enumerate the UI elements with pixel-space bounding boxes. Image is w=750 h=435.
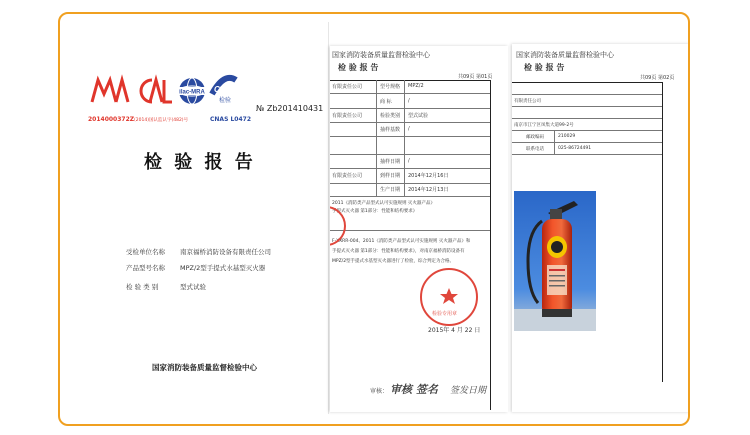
conclusion-line: F-XXRR-004、2011《消防类产品型式认可实施规则 灭火器产品》和 xyxy=(332,239,471,244)
page-title: 检 验 报 告 xyxy=(338,63,379,72)
table-cell: 有限责任公司 xyxy=(332,84,363,90)
cnas-code: CNAS L0472 xyxy=(210,116,252,123)
seal-text: 检验专用章 xyxy=(432,311,458,317)
table-cell: 有限责任公司 xyxy=(332,173,363,179)
field-value: 型式试验 xyxy=(180,283,206,291)
field-label: 产品型号名称 xyxy=(126,264,165,272)
table-cell: 联系电话 xyxy=(526,147,544,152)
image-frame xyxy=(58,12,690,426)
table-cell: 南京市江宁区凤集大道99-2号 xyxy=(514,123,574,128)
certification-logos xyxy=(90,72,240,112)
svg-text:CNAS: CNAS xyxy=(214,85,237,94)
page-number: 共09页 第02页 xyxy=(640,75,675,81)
approver-stamp: 签发日期 xyxy=(450,386,487,396)
table-cell: 抽样基数 xyxy=(380,127,401,133)
basis-line: 2011《消防类产品型式认可实施规则 灭火器产品》 xyxy=(332,201,435,206)
report-page-two xyxy=(512,44,690,412)
page-org-header: 国家消防装备质量监督检验中心 xyxy=(332,51,430,59)
fire-extinguisher-photo xyxy=(514,191,596,331)
field-value: 南京福桥消防设备有限责任公司 xyxy=(180,248,271,256)
cma-code: 2014000372Z xyxy=(88,116,135,123)
table-cell: 生产日期 xyxy=(380,187,401,193)
issuing-organization: 国家消防装备质量监督检验中心 xyxy=(152,363,257,372)
svg-text:ilac-MRA: ilac-MRA xyxy=(179,89,205,96)
table-cell: 有限责任公司 xyxy=(332,113,363,119)
basis-line: 手提式灭火器 第1部分：性能和结构要求》 xyxy=(332,209,418,214)
sign-date: 2015年 4 月 22 日 xyxy=(428,327,481,334)
review-label: 审核： xyxy=(370,388,389,395)
table-cell: 型号规格 xyxy=(380,84,401,90)
page-org-header: 国家消防装备质量监督检验中心 xyxy=(516,51,614,59)
ilac-mra-logo xyxy=(179,78,206,104)
inspection-seal xyxy=(420,268,478,326)
field-label: 检 验 类 别 xyxy=(126,283,159,291)
report-page-one xyxy=(330,46,508,412)
table-cell: 2014年12月16日 xyxy=(408,173,449,179)
report-number: № Zb201410431 xyxy=(256,104,324,113)
table-cell: 210029 xyxy=(558,134,576,139)
table-cell: 025-86724491 xyxy=(558,146,592,151)
cal-logo xyxy=(141,80,172,102)
table-cell: MPZ/2 xyxy=(408,83,424,89)
page-title: 检 验 报 告 xyxy=(524,63,565,72)
table-cell: 检验类别 xyxy=(380,113,401,119)
table-cell: 2014年12月13日 xyxy=(408,187,449,193)
page-number: 共09页 第01页 xyxy=(458,74,493,80)
table-cell: 型式试验 xyxy=(408,113,429,119)
table-cell: 商 标 xyxy=(380,99,392,105)
table-cell: / xyxy=(408,98,410,104)
table-cell: / xyxy=(408,126,410,132)
field-value: MPZ/2型手提式水基型灭火器 xyxy=(180,264,266,272)
svg-text:检验: 检验 xyxy=(218,97,232,104)
table-cell: / xyxy=(408,158,410,164)
report-title: 检 验 报 告 xyxy=(144,152,256,173)
cma-logo xyxy=(92,80,128,102)
table-cell: 邮政编码 xyxy=(526,135,544,140)
field-label: 受检单位名称 xyxy=(126,248,165,256)
table-cell: 有限责任公司 xyxy=(514,99,541,104)
report-cover-page xyxy=(82,22,329,414)
table-cell: 抽样日期 xyxy=(380,159,401,165)
cal-note: (2014)国认监认字(482)号 xyxy=(134,118,189,123)
reviewer-signature: 审核 签名 xyxy=(390,383,438,396)
conclusion-line: MPZ/2型手提式水基型灭火器进行了检验，综合判定为合格。 xyxy=(332,259,455,264)
cnas-logo xyxy=(212,78,237,104)
table-cell: 到样日期 xyxy=(380,173,401,179)
conclusion-line: 手提式灭火器 第1部分：性能和结构要求》，对南京福桥消防设备有 xyxy=(332,249,465,254)
